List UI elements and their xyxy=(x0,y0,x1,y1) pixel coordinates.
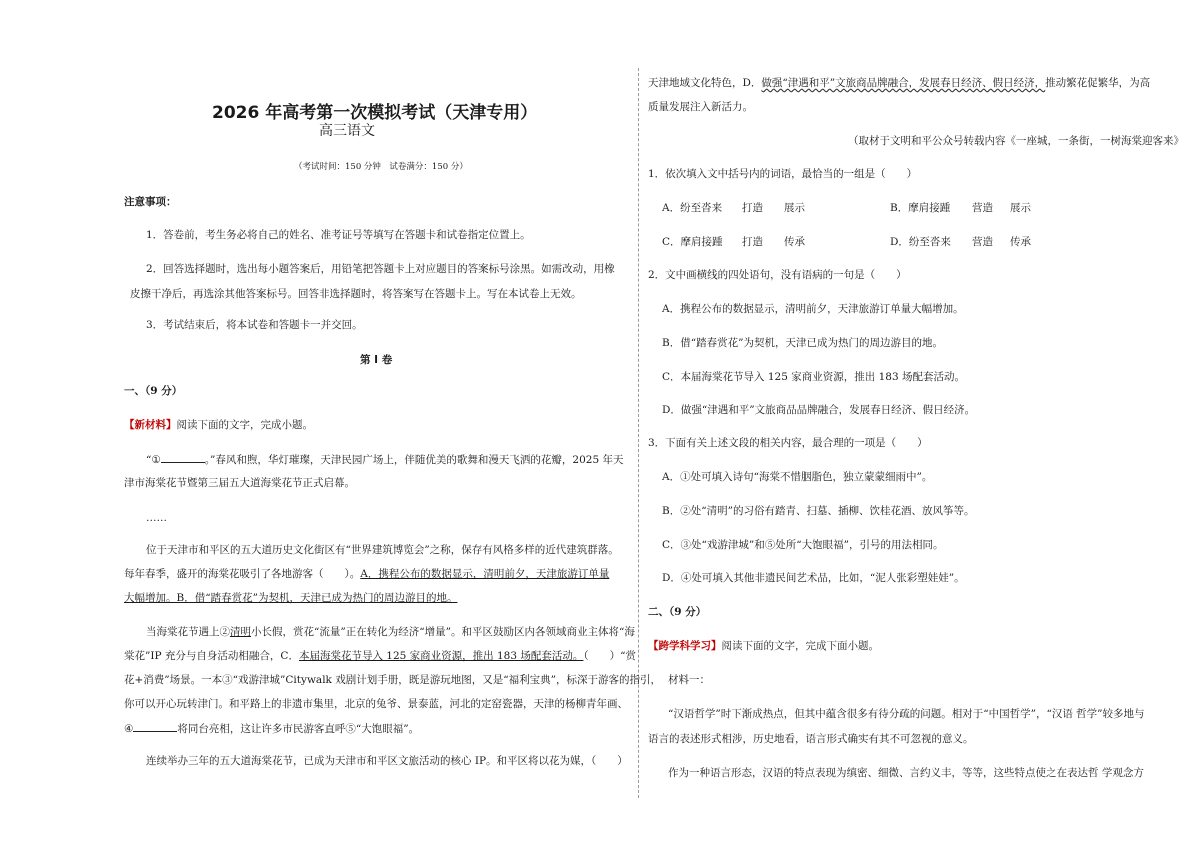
p4-cont-a: 天津地域文化特色，D． xyxy=(648,77,762,89)
sentence-a: A．携程公布的数据显示，清明前夕，天津旅游订单量 xyxy=(360,568,610,580)
material-1-line-2: 语言的表述形式相涉，历史地看，语言形式确实有其不可忽视的意义。 xyxy=(648,733,974,745)
section-2-heading: 二、（9 分） xyxy=(648,606,707,618)
volume-label: 第 I 卷 xyxy=(360,354,393,366)
p3-line2-a: 棠花”IP 充分与自身活动相融合，C． xyxy=(124,650,299,662)
q1-option-a: A．纷至沓来 xyxy=(662,202,723,214)
column-divider xyxy=(638,68,639,798)
para-3-line-2 xyxy=(124,649,636,663)
q2-option-c: C．本届海棠花节导入 125 家商业资源，推出 183 场配套活动。 xyxy=(662,371,965,383)
material-tag-2: 【跨学科学习】 xyxy=(648,640,722,652)
q2-option-b: B．借“踏春赏花”为契机，天津已成为热门的周边游目的地。 xyxy=(662,337,943,349)
q1-option-b-word2: 营造 xyxy=(972,202,993,214)
q3-option-a: A．①处可填入诗句“海棠不惜胭脂色，独立蒙蒙细雨中”。 xyxy=(662,471,933,483)
p3-text-c: 小长假，赏花“流量”正在转化为经济“增量”。和平区鼓励区内各领域商业主体将“海 xyxy=(251,626,635,638)
material-1-label: 材料一： xyxy=(668,674,710,686)
question-1: 1．依次填入文中括号内的词语，最恰当的一组是（ ） xyxy=(648,168,918,180)
para-2-line-1: 位于天津市和平区的五大道历史文化街区有“世界建筑博览会”之称，保存有风格多样的近代建筑群落。 xyxy=(146,544,619,556)
q1-option-c: C．摩肩接踵 xyxy=(662,236,723,248)
para-4-line-1: 连续举办三年的五大道海棠花节，已成为天津市和平区文旅活动的核心 IP。和平区将以花为媒，（ ） xyxy=(146,755,628,767)
q2-option-d: D．做强“津遇和平”文旅商品品牌融合，发展春日经济、假日经济。 xyxy=(662,404,976,416)
material-line xyxy=(124,418,313,432)
q1-option-c-word2: 打造 xyxy=(742,236,763,248)
q1-option-b-word3: 展示 xyxy=(1010,202,1031,214)
question-2: 2．文中画横线的四处语句，没有语病的一句是（ ） xyxy=(648,269,907,281)
para-1-line-1 xyxy=(146,452,623,467)
sentence-b: 大幅增加。B．借“踏春赏花”为契机，天津已成为热门的周边游目的地。 xyxy=(124,592,458,604)
material-2-line xyxy=(648,639,879,653)
exam-title: 2026 年高考第一次模拟考试（天津专用） xyxy=(212,103,538,123)
exam-info: （考试时间：150 分钟 试卷满分：150 分） xyxy=(294,162,468,172)
ellipsis: …… xyxy=(146,512,167,524)
para-3-line-3: 花+消费”场景。一本③“戏游津城”Citywalk 戏剧计划手册，既是游玩地图，又是“福利宝典”，标深于游客的指引， xyxy=(124,674,661,686)
para-4-cont-line-1 xyxy=(648,76,1150,90)
p1-prefix: “① xyxy=(146,454,161,466)
p3-line5-a: ④ xyxy=(124,723,134,735)
question-3: 3．下面有关上述文段的相关内容，最合理的一项是（ ） xyxy=(648,437,928,449)
para-1-line-2: 津市海棠花节暨第三届五大道海棠花节正式启幕。 xyxy=(124,477,355,489)
q2-option-a: A．携程公布的数据显示，清明前夕，天津旅游订单量大幅增加。 xyxy=(662,303,964,315)
q3-option-d: D．④处可填入其他非遗民间艺术品，比如，“泥人张彩塑娃娃”。 xyxy=(662,572,965,584)
para-4-cont-line-2: 质量发展注入新活力。 xyxy=(648,101,753,113)
material-1-line-1: “汉语哲学”时下渐成热点，但其中蕴含很多有待分疏的问题。相对于“中国哲学”，“汉语 哲学”较多地与 xyxy=(668,708,1145,720)
section-1-heading: 一、（9 分） xyxy=(124,385,183,397)
p4-cont-c: 推动繁花促繁华，为高 xyxy=(1045,77,1151,89)
blank-4 xyxy=(133,721,177,732)
p1-suffix: 。”春风和煦，华灯璀璨，天津民园广场上，伴随优美的歌舞和漫天飞洒的花瓣，2025 年天 xyxy=(204,454,624,466)
sentence-d: 做强“津遇和平”文旅商品牌融合，发展春日经济、假日经济， xyxy=(761,77,1046,89)
material-tag: 【新材料】 xyxy=(124,419,177,431)
p2-text: 每年春季，盛开的海棠花吸引了各地游客（ ）。 xyxy=(124,568,361,580)
q3-option-b: B．②处“清明”的习俗有踏青、扫墓、插柳、饮桂花酒、放风筝等。 xyxy=(662,505,975,517)
q1-option-d: D．纷至沓来 xyxy=(890,236,951,248)
q3-option-c: C．③处“戏游津城”和⑤处所“大饱眼福”，引号的用法相同。 xyxy=(662,539,944,551)
q1-option-d-word2: 营造 xyxy=(972,236,993,248)
notes-heading: 注意事项： xyxy=(124,196,177,208)
p3-text-a: 当海棠花节遇上② xyxy=(146,626,230,638)
exam-subject: 高三语文 xyxy=(319,123,375,139)
p3-line5-b: 将同台亮相，这让许多市民游客直呼⑤“大饱眼福”。 xyxy=(177,723,420,735)
material-1-line-3: 作为一种语言形态，汉语的特点表现为缜密、细微、言约义丰，等等，这些特点使之在表达哲 学观念方 xyxy=(668,767,1144,779)
q1-option-d-word3: 传承 xyxy=(1010,236,1031,248)
note-3: 3．考试结束后，将本试卷和答题卡一并交回。 xyxy=(146,319,363,331)
note-2: 2．回答选择题时，选出每小题答案后，用铅笔把答题卡上对应题目的答案标号涂黑。如需改动，用橡 xyxy=(146,263,615,275)
p3-line2-c: （ ）“赏 xyxy=(583,650,637,662)
para-3-line-4: 你可以开心玩转津门。和平路上的非遗市集里，北京的兔爷、景泰蓝，河北的定窑瓷器，天津的杨柳青年画、 xyxy=(124,698,628,710)
note-1: 1．答卷前，考生务必将自己的姓名、准考证号等填写在答题卡和试卷指定位置上。 xyxy=(146,229,531,241)
source-citation: （取材于文明和平公众号转载内容《一座城，一条街，一树海棠迎客来》 xyxy=(848,135,1184,147)
q1-option-a-word2: 打造 xyxy=(742,202,763,214)
para-3-line-5 xyxy=(124,721,419,736)
blank-1 xyxy=(161,452,205,463)
sentence-c: 本届海棠花节导入 125 家商业资源，推出 183 场配套活动。 xyxy=(298,650,584,662)
q1-option-c-word3: 传承 xyxy=(784,236,805,248)
material-intro: 阅读下面的文字，完成小题。 xyxy=(176,419,313,431)
para-2-line-2 xyxy=(124,567,609,581)
material-intro-2: 阅读下面的文字，完成下面小题。 xyxy=(721,640,879,652)
q1-option-a-word3: 展示 xyxy=(784,202,805,214)
note-2-cont: 皮擦干净后，再选涂其他答案标号。回答非选择题时，将答案写在答题卡上。写在本试卷上无效。 xyxy=(130,288,582,300)
qingming-word: 清明 xyxy=(230,626,251,638)
q1-option-b: B．摩肩接踵 xyxy=(890,202,951,214)
para-3-line-1 xyxy=(146,625,635,639)
q1-option-row-1 xyxy=(662,201,1031,215)
q1-option-row-2 xyxy=(662,235,1031,249)
